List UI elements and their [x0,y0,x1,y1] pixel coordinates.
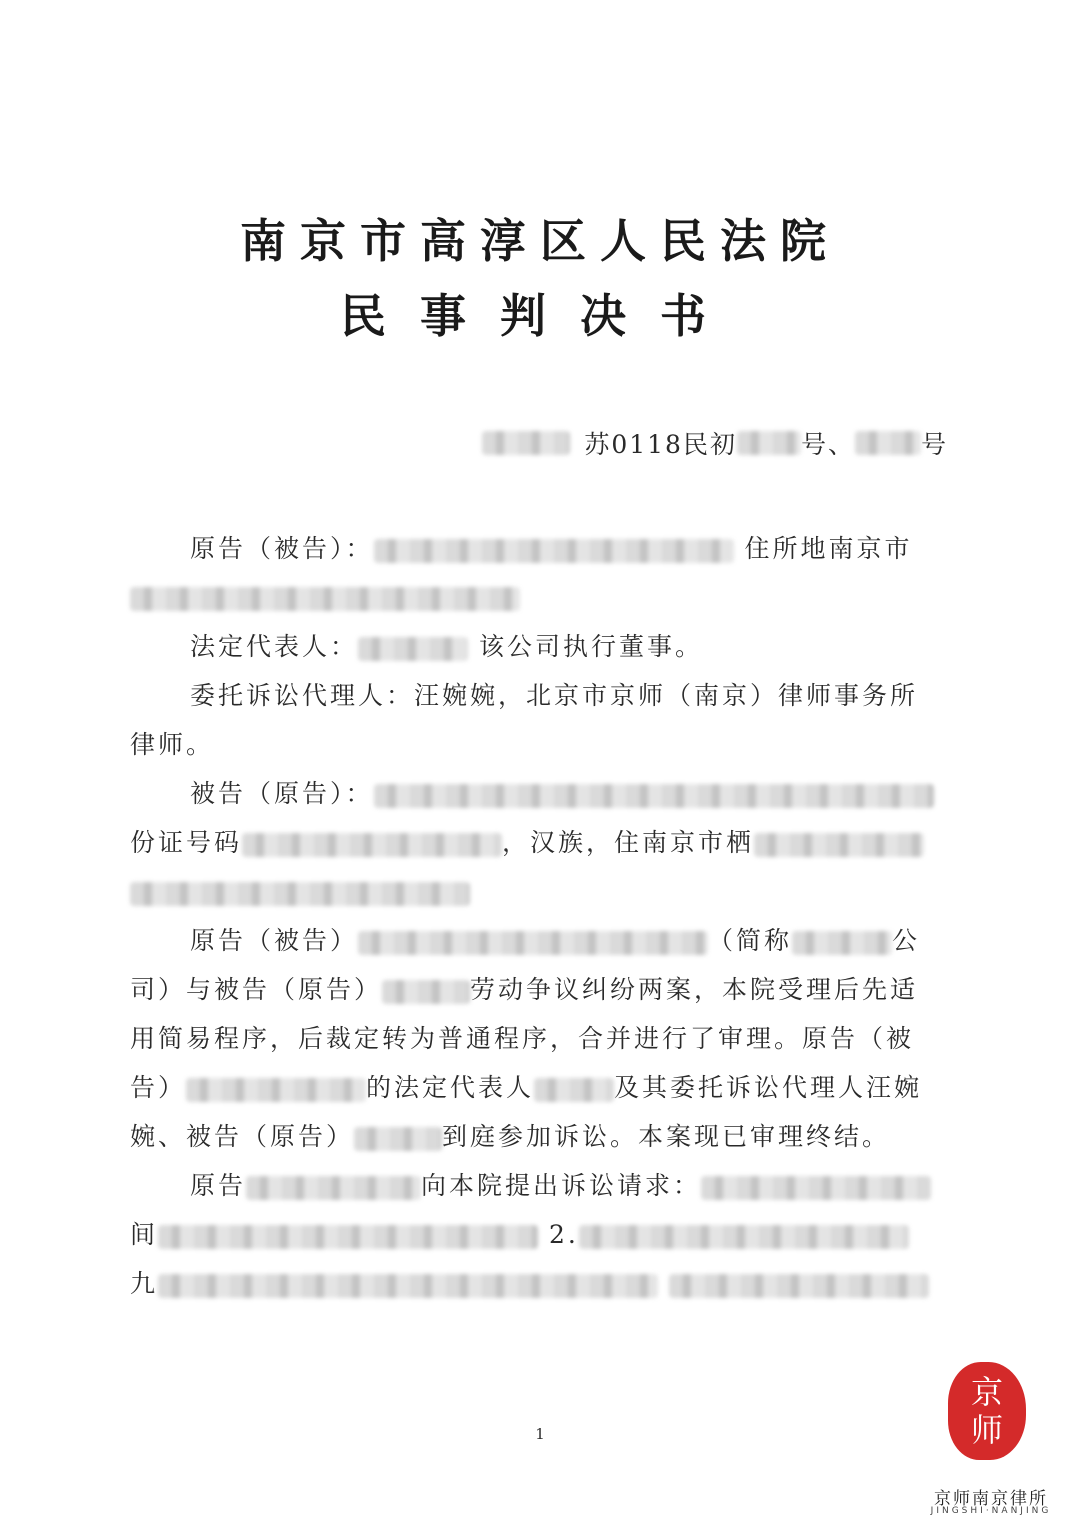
text-span: 原告 [190,1171,247,1200]
redacted-text [669,1274,929,1298]
text-line [130,777,1008,811]
page-number: 1 [535,1425,545,1443]
redacted-text [130,587,520,611]
text-span: 委托诉讼代理人：汪婉婉，北京市京师（南京）律师事务所 [190,681,919,710]
firm-name: 京师南京律所 [934,1489,1048,1509]
redacted-text [242,833,502,857]
firm-subtitle: JINGSHI·NANJING [930,1506,1052,1516]
redacted-text [186,1078,366,1102]
text-span: 到庭参加诉讼。本案现已审理终结。 [442,1122,891,1151]
text-span: ，汉族，住南京市栖 [502,828,755,857]
seal-char: 师 [970,1411,1003,1449]
text-span: 该公司执行董事。 [478,632,703,661]
text-span: （简称 [708,926,793,955]
text-span: 劳动争议纠纷两案，本院受理后先适 [470,975,919,1004]
text-span: 公 [892,926,921,955]
text-line [130,826,948,860]
text-span: 被告（原告）： [190,779,374,808]
text-span: 律师。 [130,730,215,759]
text-span: 司）与被告（原告） [130,975,383,1004]
redacted-text [754,833,924,857]
text-span: 用简易程序，后裁定转为普通程序，合并进行了审理。原告（被 [130,1024,915,1053]
text-line [130,1267,948,1301]
court-name: 南京市高淳区人民法院 [240,214,840,268]
text-span: 间 [130,1220,159,1249]
text-span: 法定代表人： [190,632,359,661]
redacted-text [382,980,470,1004]
case-number-separator: 号、 [800,430,855,459]
text-span: 份证号码 [130,828,243,857]
redacted-text [374,784,934,808]
text-line [130,1120,948,1154]
text-span: 婉、被告（原告） [130,1122,355,1151]
text-line [130,728,948,762]
firm-seal-logo [948,1362,1026,1460]
redacted-text [534,1078,614,1102]
text-line [130,973,948,1007]
text-span: 原告（被告） [190,926,359,955]
text-line [130,580,948,614]
case-number-end: 号 [920,430,948,459]
redacted-text [158,1274,658,1298]
text-line [130,679,1008,713]
redacted-text [358,637,468,661]
redacted-number [737,431,801,455]
redacted-text [701,1176,931,1200]
document-type: 民事判决书 [340,289,740,343]
text-line [130,924,1008,958]
redacted-text [246,1176,421,1200]
text-line [130,630,1008,664]
text-line [130,532,1008,566]
text-line [130,1071,948,1105]
text-span: 住所地南京市 [744,534,913,563]
text-span: 向本院提出诉讼请求： [421,1171,702,1200]
redacted-text [354,1127,442,1151]
redacted-year [482,431,570,455]
redacted-text [579,1225,909,1249]
redacted-text [358,931,708,955]
text-span: 原告（被告）： [190,534,374,563]
text-span: 告） [130,1073,187,1102]
text-line [130,1169,1008,1203]
redacted-text [130,882,470,906]
text-span: 2. [548,1220,579,1249]
redacted-text [792,931,892,955]
case-number [482,425,948,461]
redacted-number [855,431,921,455]
redacted-text [158,1225,538,1249]
text-span: 九 [130,1269,159,1298]
text-line [130,875,948,909]
seal-char: 京 [970,1373,1003,1411]
case-number-middle: 苏0118民初 [584,430,737,459]
text-line [130,1218,948,1252]
text-line [130,1022,948,1056]
text-span: 的法定代表人 [366,1073,535,1102]
text-span: 及其委托诉讼代理人汪婉 [614,1073,923,1102]
redacted-text [374,539,734,563]
